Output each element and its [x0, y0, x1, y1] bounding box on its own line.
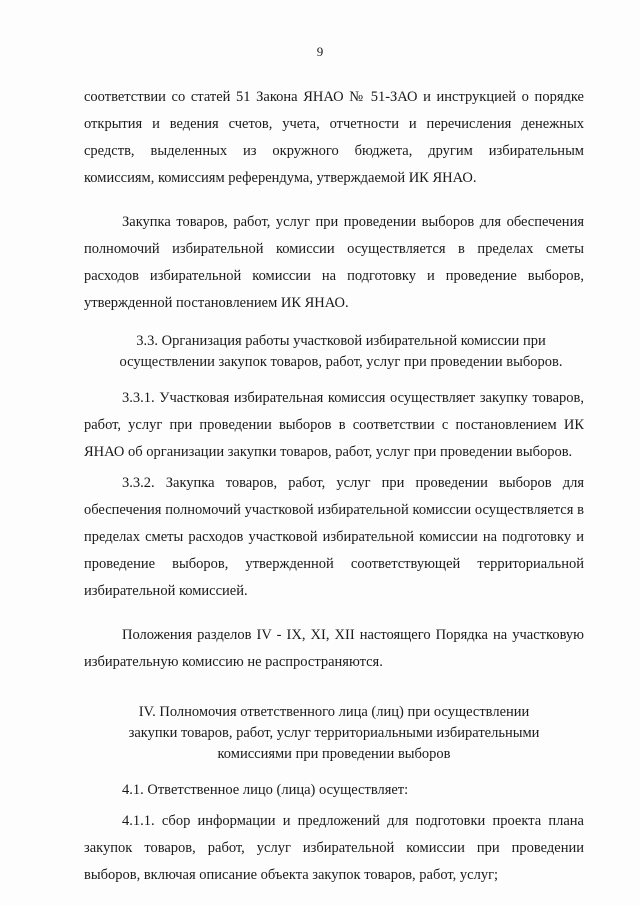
paragraph-provisions-not-applicable: Положения разделов IV - IX, XI, XII настоящего Порядка на участковую избирательную комиссию не распространяются. — [84, 627, 584, 670]
section-heading-3-3: 3.3. Организация работы участковой избирательной комиссии при осуществлении закупок товаров, работ, услуг при проведении выборов. — [119, 333, 563, 370]
page-number: 9 — [316, 44, 324, 59]
paragraph-3-3-1: 3.3.1. Участковая избирательная комиссия осуществляет закупку товаров, работ, услуг при проведении выборов в соответствии с постановлением ИК ЯНАО об организации закупки товаров, работ, услуг при проведении выборов. — [84, 390, 584, 460]
paragraph-3-3-2: 3.3.2. Закупка товаров, работ, услуг при проведении выборов для обеспечения полномочий участковой избирательной комиссии осуществляется в пределах сметы расходов участковой избирательной комиссии на подготовку и проведение выборов, утвержденной соответствующей территориальной избирательной комиссией. — [84, 475, 584, 599]
paragraph-4-1-1: 4.1.1. сбор информации и предложений для подготовки проекта плана закупок товаров, работ, услуг избирательной комиссии при проведении выборов, включая описание объекта закупок товаров, работ, услуг; — [84, 813, 584, 883]
paragraph-procurement-within-estimate: Закупка товаров, работ, услуг при проведении выборов для обеспечения полномочий избирательной комиссии осуществляется в пределах сметы расходов избирательной комиссии на подготовку и проведение выборов, утвержденной постановлением ИК ЯНАО. — [84, 214, 584, 311]
paragraph-4-1: 4.1. Ответственное лицо (лица) осуществляет: — [122, 782, 409, 798]
paragraph-continuation: соответствии со статей 51 Закона ЯНАО № 51-ЗАО и инструкцией о порядке открытия и ведения счетов, учета, отчетности и перечисления денежных средств, выделенных из окружного бюджета, другим избирательным комиссиям, комиссиям референдума, утверждаемой ИК ЯНАО. — [84, 89, 584, 186]
section-heading-iv: IV. Полномочия ответственного лица (лиц) при осуществлении закупки товаров, работ, услуг территориальными избирательными комиссиями при проведении выборов — [128, 704, 540, 762]
document-body — [84, 84, 584, 889]
